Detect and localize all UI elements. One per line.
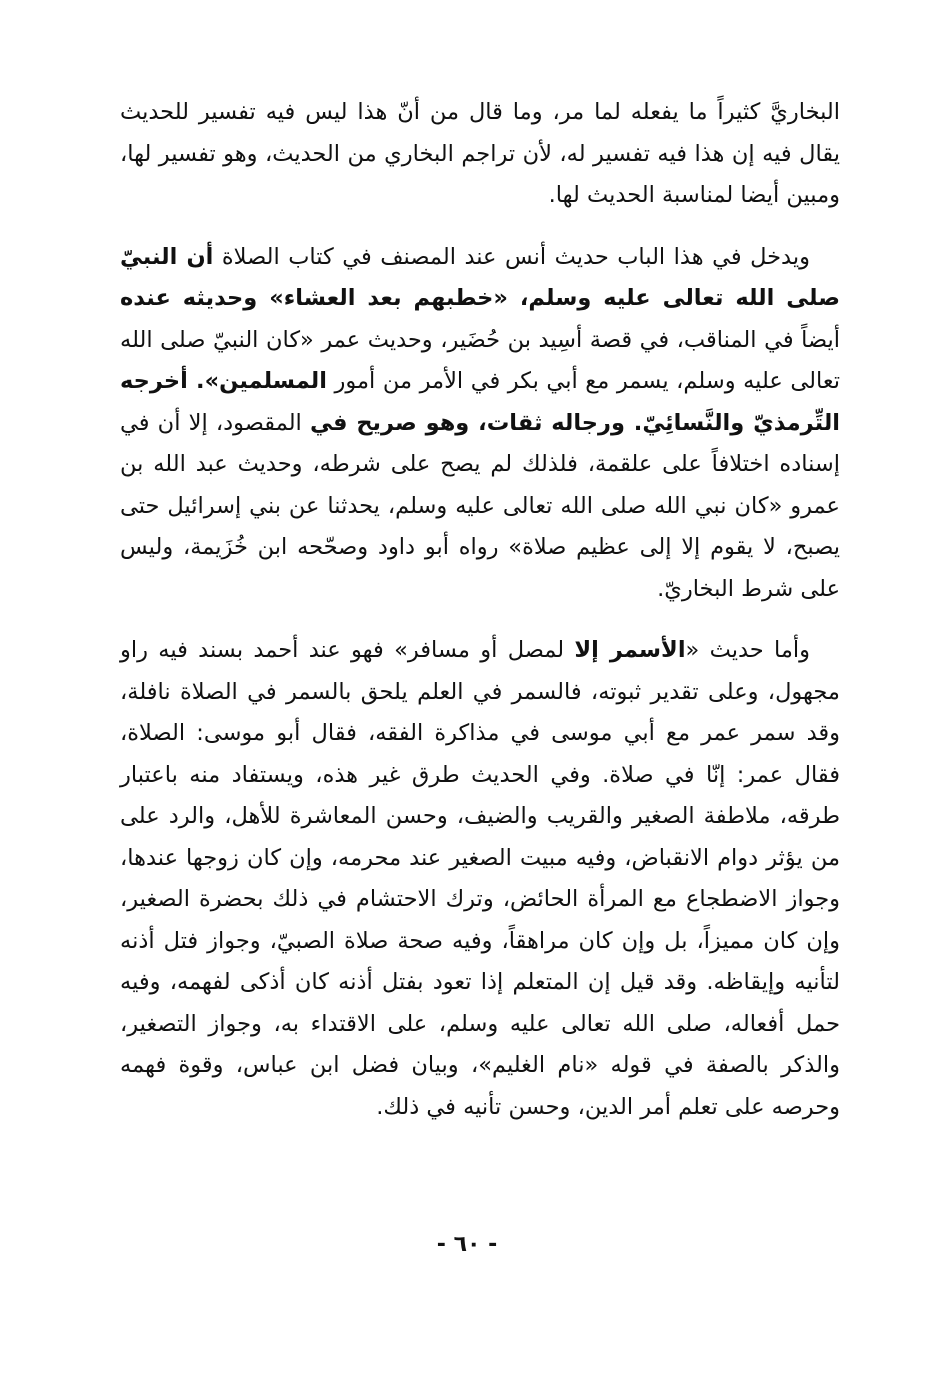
page-number: - ٦٠ -: [436, 1232, 498, 1257]
paragraph-2-bold-segment-1: أن النبيّ صلى الله تعالى عليه وسلم، «خطبهم بعد العشاء» وحديثه عنده: [120, 243, 840, 311]
paragraph-2-bold-segment-2: المسلمين». أخرجه التِّرمذيّ والنَّسائِيّ. ورجاله ثقات، وهو صريح في: [120, 368, 840, 436]
paragraph-2-segment-3: المقصود، إلا أن في إسناده اختلافاً على علقمة، فلذلك لم يصح على شرطه، وحديث عبد الله بن عمرو «كان نبي الله صلى الله تعالى عليه وسلم، يحدثنا عن بني إسرائيل حتى يصبح، لا يقوم إلا إلى عظيم صلاة» رواه أبو داود وصحّحه ابن خُزَيمة، وليس على شرط البخاريّ.: [120, 409, 840, 602]
paragraph-3: [120, 630, 840, 1128]
paragraph-3-segment-2: لمصل أو مسافر» فهو عند أحمد بسند فيه راو مجهول، وعلى تقدير ثبوته، فالسمر في العلم يلحق بالسمر في الصلاة نافلة، وقد سمر عمر مع أبي موسى في مذاكرة الفقه، فقال أبو موسى: الصلاة، فقال عمر: إنّا في صلاة. وفي الحديث طرق غير هذه، ويستفاد منه باعتبار طرقه، ملاطفة الصغير والقريب والضيف، وحسن المعاشرة للأهل، والرد على من يؤثر دوام الانقباض، وفيه مبيت الصغير عند محرمه، وإن كان زوجها عندها، وجواز الاضطجاع مع المرأة الحائض، وترك الاحتشام في ذلك بحضرة الصغير، وإن كان مميزاً، بل وإن كان مراهقاً، وفيه صحة صلاة الصبيّ، وجواز فتل أذنه لتأنيه وإيقاظه. وقد قيل إن المتعلم إذا تعود بفتل أذنه كان أذكى لفهمه، وفيه حمل أفعاله، صلى الله تعالى عليه وسلم، على الاقتداء به، وجواز التصغير، والذكر بالصفة في قوله «نام الغليم»، وبيان فضل ابن عباس، وقوة فهمه وحرصه على تعلم أمر الدين، وحسن تأنيه في ذلك.: [120, 637, 840, 1120]
paragraph-3-segment-1: وأما حديث «: [685, 637, 810, 663]
paragraph-3-bold-segment: الأسمر إلا: [574, 637, 686, 663]
paragraph-2: [120, 237, 840, 611]
paragraph-1-text: البخاريَّ كثيراً ما يفعله لما مر، وما قال من أنّ هذا ليس فيه تفسير للحديث يقال فيه إن هذا فيه تفسير له، لأن تراجم البخاري من الحديث، وهو تفسير لها، ومبين أيضا لمناسبة الحديث لها.: [120, 99, 840, 208]
paragraph-1: [120, 92, 840, 217]
paragraph-2-segment-1: ويدخل في هذا الباب حديث أنس عند المصنف في كتاب الصلاة: [213, 243, 810, 270]
page-body: [120, 92, 840, 1128]
paragraph-2-segment-2: أيضاً في المناقب، في قصة أسِيد بن حُضَير، وحديث عمر «كان النبيّ صلى الله تعالى عليه وسلم، يسمر مع أبي بكر في الأمر من أمور: [120, 326, 840, 394]
